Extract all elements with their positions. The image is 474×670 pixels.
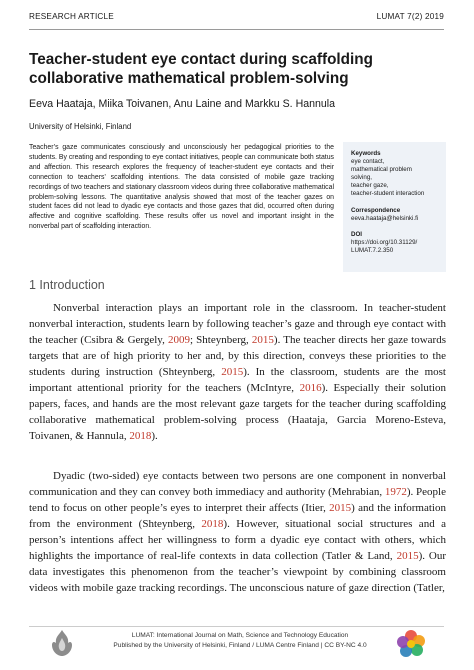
body-text: ). Especially their solution papers, faces, and hands are the most relevant gaze targets for the teacher during scaffolding collaborative mathematical problem-solving process (Haataja, Garcia Moreno-Esteva, Toivanen, & Hannula, [29, 382, 446, 442]
article-info-box [343, 142, 446, 272]
body-text: ). However, situational social structures and a person’s intentions affect her willingness to form a dyadic eye contact with others, which highlights the importance of real-life contexts in data collection (Tatler & Land, [29, 518, 446, 562]
citation-year-link[interactable]: 2015 [329, 502, 352, 514]
body-paragraph-1 [29, 300, 446, 444]
section-heading: 1 Introduction [29, 278, 105, 292]
body-text: ). In the classroom, students are the most important attentional priority for the teachers (McIntyre, [29, 366, 446, 394]
doi-link[interactable]: https://doi.org/10.31129/ [351, 238, 418, 246]
keyword-item: teacher gaze, [351, 182, 389, 190]
correspondence-email[interactable]: eeva.haataja@helsinki.fi [351, 214, 419, 222]
body-text: Dyadic (two-sided) eye contacts between two persons are one component in nonverbal communication and they can convey both immediacy and authority (Mehrabian, [29, 470, 446, 498]
doi-heading: DOI [351, 230, 363, 238]
body-text: ). [151, 430, 158, 442]
article-title: Teacher-student eye contact during scaffolding collaborative mathematical problem-solving [29, 51, 373, 87]
footer-divider [29, 626, 444, 627]
citation-year-link[interactable]: 2015 [396, 550, 419, 562]
footer-publisher: Published by the University of Helsinki, Finland / LUMA Centre Finland | CC BY-NC 4.0 [113, 642, 367, 649]
citation-year-link[interactable]: 2015 [221, 366, 244, 378]
journal-footer [90, 631, 390, 651]
journal-issue: LUMAT 7(2) 2019 [376, 12, 444, 21]
keyword-item: teacher-student interaction [351, 190, 425, 198]
body-text: ). People tend to focus on other people’s eyes to interpret their affects (Itier, [29, 486, 446, 514]
header-divider [29, 29, 444, 30]
footer-journal-name: LUMAT: International Journal on Math, Science and Technology Education [131, 632, 349, 639]
citation-year-link[interactable]: 2009 [167, 334, 190, 346]
author-list: Eeva Haataja, Miika Toivanen, Anu Laine and Markku S. Hannula [29, 98, 336, 110]
luma-centre-flower-logo-icon [396, 628, 426, 660]
keywords-heading: Keywords [351, 150, 381, 157]
citation-year-link[interactable]: 2018 [129, 430, 152, 442]
running-header [29, 12, 444, 26]
keyword-item: solving, [351, 174, 372, 182]
affiliation: University of Helsinki, Finland [29, 122, 132, 131]
keyword-item: eye contact, [351, 158, 385, 166]
keyword-item: mathematical problem [351, 166, 412, 174]
abstract: Teacher’s gaze communicates consciously and unconsciously her pedagogical priorities to the students. By creating and responding to eye contact initiatives, people can communicate both status and affection. This research explores the frequency of teacher-student eye contacts and their connection to teachers’ scaffolding intentions. The data consisted of mobile gaze tracking recordings of two teachers and stationary classroom videos during three collaborative mathematical problem-solving lessons. The quantitative analysis showed that most of the teacher gazes on student faces did not lead to dyadic eye contacts and those gazes that did, occurred often during affective and cognitive scaffolding. These results offer us novel and important insight in the nonverbal part of scaffolding interaction. [29, 144, 334, 231]
doi-link-cont[interactable]: LUMAT.7.2.350 [351, 246, 394, 254]
body-text: ; Shteynberg, [189, 334, 252, 346]
citation-year-link[interactable]: 2018 [201, 518, 224, 530]
citation-year-link[interactable]: 2015 [251, 334, 274, 346]
body-text: ). Our data investigates this phenomenon from the teacher’s viewpoint by combining classroom videos with mobile gaze tracking recordings. The unconscious nature of gaze direction (Tatler, [29, 550, 446, 594]
citation-year-link[interactable]: 2016 [299, 382, 322, 394]
body-text: Nonverbal interaction plays an important role in the classroom. In teacher-student nonverbal interaction, students learn by following teacher’s gaze and through eye contact with the teacher (Csibra & Gergely, [29, 302, 446, 346]
body-text: ). The teacher directs her gaze towards targets that are of high priority to her and, by this direction, conveys these priorities to the students during instruction (Shteynberg, [29, 334, 446, 378]
citation-year-link[interactable]: 1972 [384, 486, 407, 498]
correspondence-heading: Correspondence [351, 206, 401, 214]
article-type: RESEARCH ARTICLE [29, 12, 114, 21]
body-text: ) and the information from the environment (Shteynberg, [29, 502, 446, 530]
university-of-helsinki-flame-logo-icon [48, 628, 76, 658]
body-paragraph-2 [29, 468, 446, 596]
